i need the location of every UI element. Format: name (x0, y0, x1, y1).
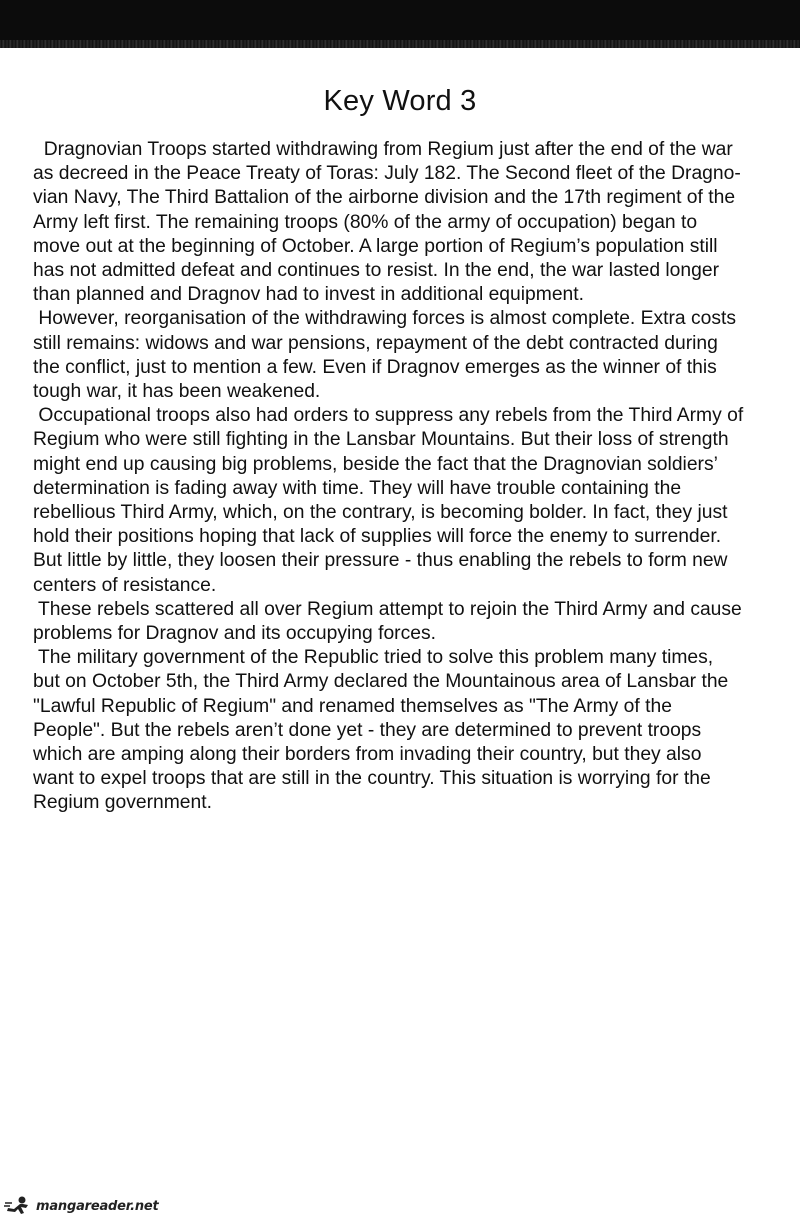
body-line: People". But the rebels aren’t done yet - they are determined to prevent troops (33, 719, 702, 741)
body-line: as decreed in the Peace Treaty of Toras: July 182. The Second fleet of the Dragno- (33, 163, 741, 185)
body-line: determination is fading away with time. They will have trouble containing the (33, 477, 682, 499)
body-line: Regium government. (33, 792, 212, 814)
body-line: still remains: widows and war pensions, repayment of the debt contracted during (33, 332, 718, 354)
body-line: "Lawful Republic of Regium" and renamed themselves as "The Army of the (33, 695, 672, 717)
runner-logo-icon (4, 1195, 34, 1217)
top-black-band (0, 0, 800, 48)
body-line: want to expel troops that are still in the country. This situation is worrying for the (33, 768, 711, 790)
body-line: These rebels scattered all over Regium attempt to rejoin the Third Army and cause (33, 598, 742, 620)
body-line: might end up causing big problems, beside the fact that the Dragnovian soldiers’ (33, 453, 718, 475)
body-line: Occupational troops also had orders to suppress any rebels from the Third Army of (33, 405, 744, 427)
body-line: problems for Dragnov and its occupying forces. (33, 623, 436, 645)
site-watermark[interactable] (4, 1193, 159, 1219)
body-line: rebellious Third Army, which, on the contrary, is becoming bolder. In fact, they just (33, 502, 728, 524)
body-line: move out at the beginning of October. A large portion of Regium’s population still (33, 235, 718, 257)
band-noise-edge (0, 40, 800, 48)
body-line: Regium who were still fighting in the Lansbar Mountains. But their loss of strength (33, 429, 729, 451)
body-line: The military government of the Republic tried to solve this problem many times, (33, 647, 714, 669)
body-line: However, reorganisation of the withdrawing forces is almost complete. Extra costs (33, 308, 737, 330)
body-line: has not admitted defeat and continues to resist. In the end, the war lasted longer (33, 260, 719, 282)
body-line: Dragnovian Troops started withdrawing from Regium just after the end of the war (33, 139, 733, 160)
body-line: But little by little, they loosen their pressure - thus enabling the rebels to form new (33, 550, 728, 572)
watermark-text: mangareader.net (36, 1198, 159, 1214)
page-title: Key Word 3 (323, 85, 477, 117)
body-line: than planned and Dragnov had to invest in additional equipment. (33, 284, 584, 306)
body-line: but on October 5th, the Third Army declared the Mountainous area of Lansbar the (33, 671, 729, 693)
body-line: which are amping along their borders from invading their country, but they also (33, 744, 702, 766)
body-line: hold their positions hoping that lack of supplies will force the enemy to surrender. (33, 526, 722, 548)
body-line: centers of resistance. (33, 574, 217, 596)
body-line: the conflict, just to mention a few. Even if Dragnov emerges as the winner of this (33, 356, 717, 378)
article-body (33, 138, 773, 816)
body-line: tough war, it has been weakened. (33, 381, 321, 403)
body-line: vian Navy, The Third Battalion of the airborne division and the 17th regiment of the (33, 187, 736, 209)
body-line: Army left first. The remaining troops (80% of the army of occupation) began to (33, 211, 698, 233)
